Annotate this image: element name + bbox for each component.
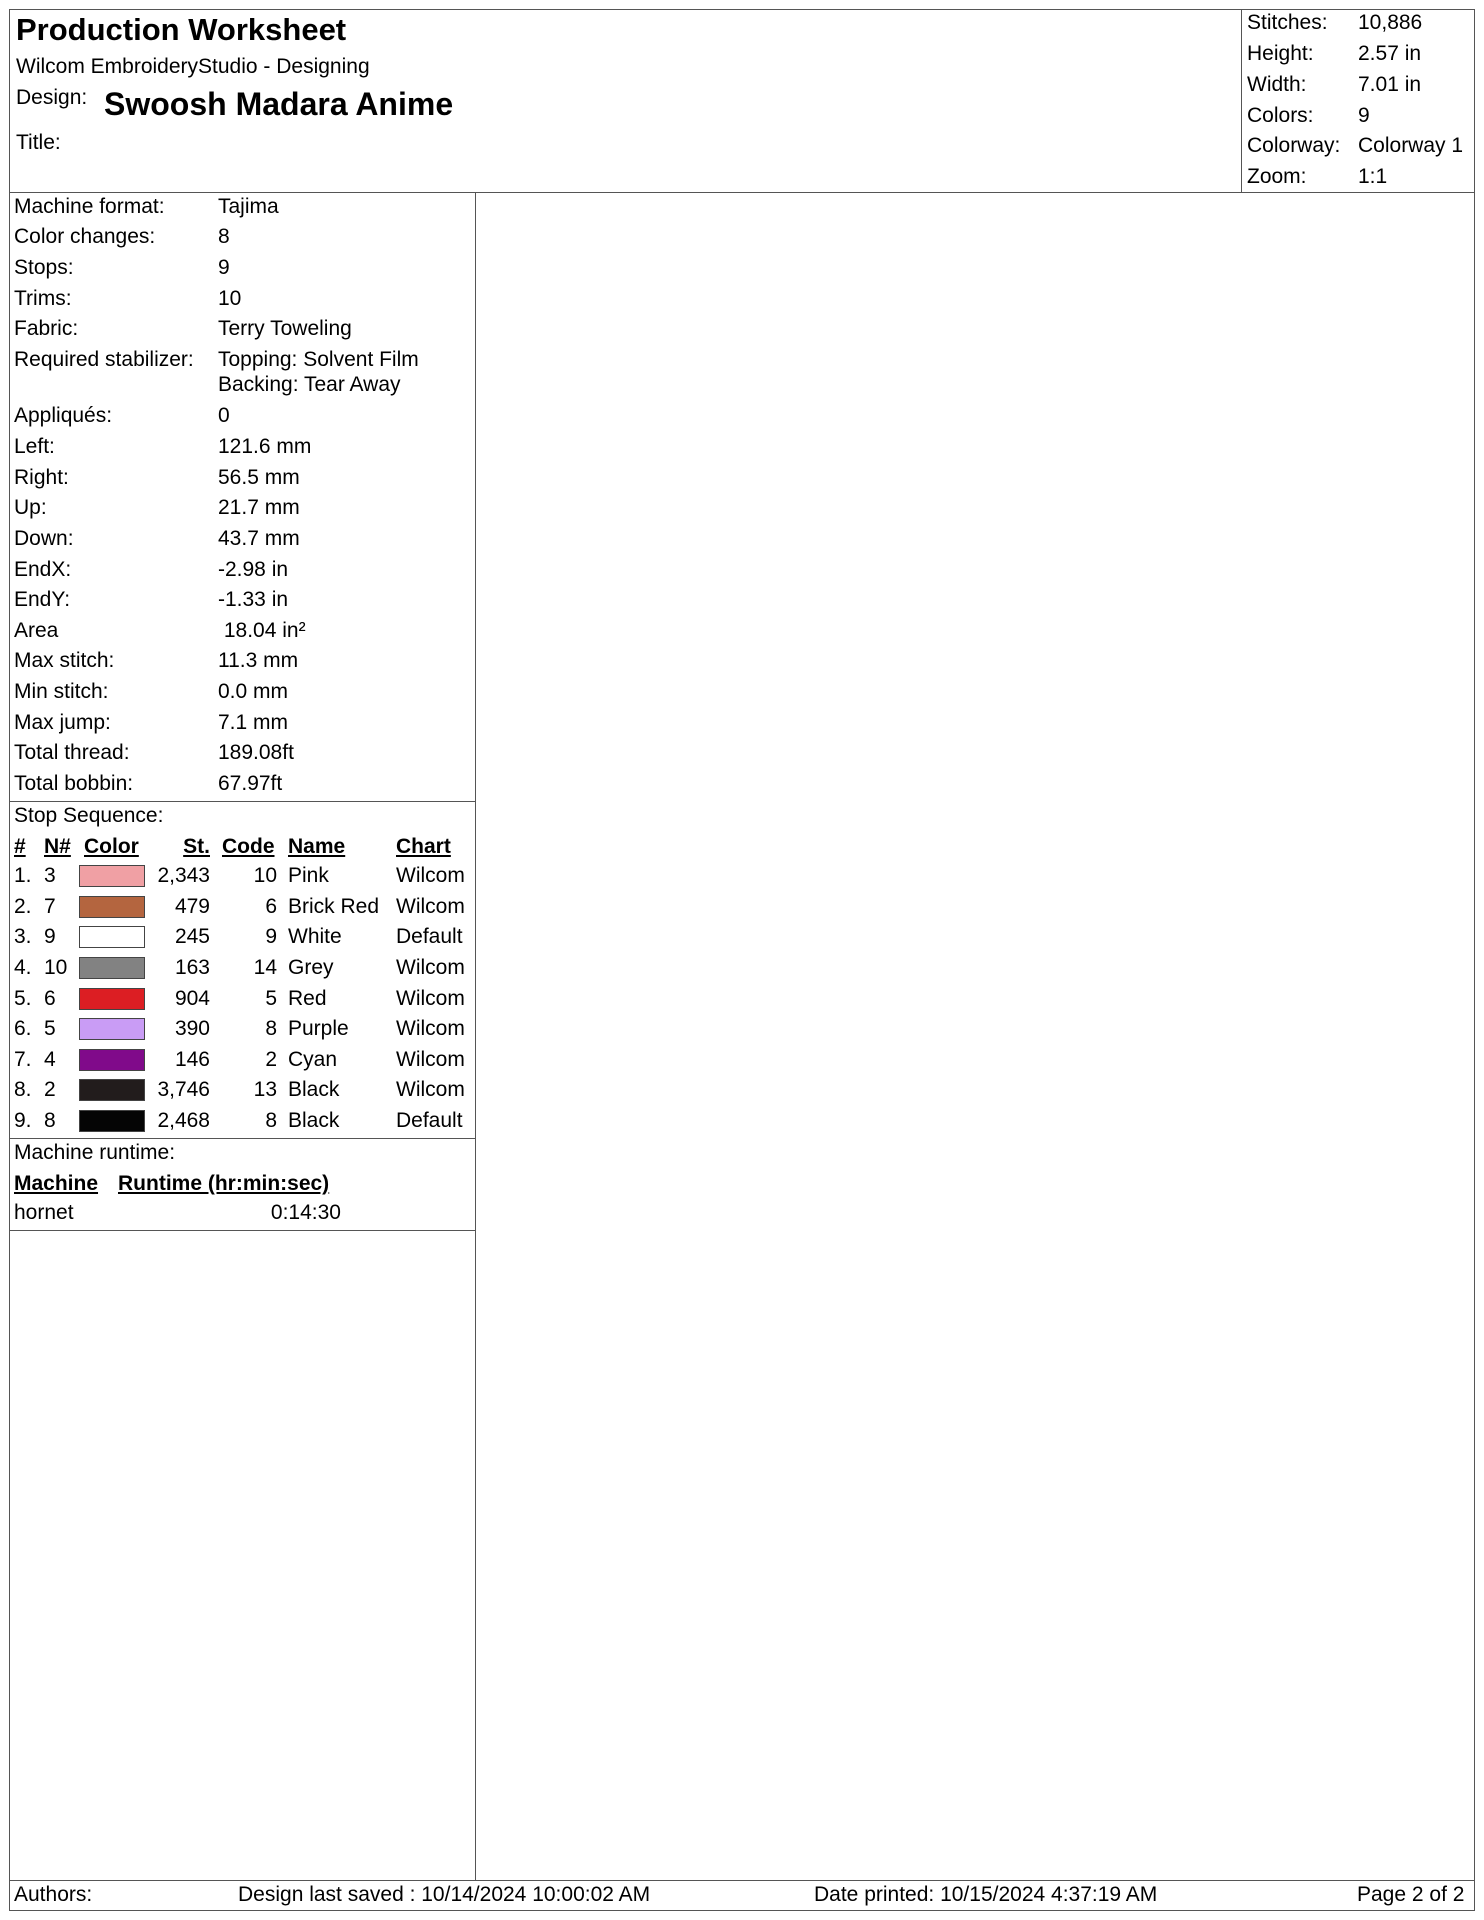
- row-needle: 3: [44, 864, 56, 887]
- detail-label: Machine format:: [14, 195, 165, 218]
- summary-label: Height:: [1247, 42, 1314, 65]
- row-name: Grey: [288, 956, 334, 979]
- col-header-name: Name: [288, 835, 346, 858]
- row-code: 14: [253, 956, 277, 979]
- runtime-machine: hornet: [14, 1201, 74, 1224]
- detail-value-line2: Backing: Tear Away: [218, 373, 401, 396]
- detail-label: Fabric:: [14, 317, 79, 340]
- summary-label: Colors:: [1247, 104, 1314, 127]
- col-header-needle: N#: [44, 835, 71, 858]
- summary-value: 7.01 in: [1358, 73, 1422, 96]
- color-swatch: [79, 1049, 145, 1071]
- header-divider: [9, 192, 1475, 193]
- row-number: 1.: [14, 864, 32, 887]
- summary-value: 9: [1358, 104, 1370, 127]
- row-needle: 9: [44, 925, 56, 948]
- row-needle: 8: [44, 1109, 56, 1132]
- summary-label: Stitches:: [1247, 11, 1328, 34]
- row-needle: 7: [44, 895, 56, 918]
- row-code: 6: [265, 895, 277, 918]
- row-stitches: 2,468: [157, 1109, 210, 1132]
- detail-label: Required stabilizer:: [14, 348, 194, 371]
- row-name: Black: [288, 1078, 340, 1101]
- summary-value: Colorway 1: [1358, 134, 1464, 157]
- row-stitches: 904: [174, 987, 210, 1010]
- detail-value: 9: [218, 256, 230, 279]
- row-code: 8: [265, 1017, 277, 1040]
- row-code: 13: [253, 1078, 277, 1101]
- row-number: 4.: [14, 956, 32, 979]
- detail-value: 21.7 mm: [218, 496, 300, 519]
- title-label: Title:: [16, 131, 61, 154]
- color-swatch: [79, 988, 145, 1010]
- row-number: 9.: [14, 1109, 32, 1132]
- runtime-value: 0:14:30: [270, 1201, 341, 1224]
- col-header-stitches: St.: [183, 835, 210, 858]
- row-chart: Default: [396, 1109, 463, 1132]
- footer-page-number: Page 2 of 2: [1357, 1883, 1465, 1906]
- detail-value: Topping: Solvent Film: [218, 348, 419, 371]
- col-header-chart: Chart: [396, 835, 451, 858]
- runtime-label: Machine runtime:: [14, 1141, 176, 1164]
- row-name: Purple: [288, 1017, 349, 1040]
- summary-label: Zoom:: [1247, 165, 1307, 188]
- row-number: 3.: [14, 925, 32, 948]
- detail-label: Trims:: [14, 287, 72, 310]
- detail-label: Stops:: [14, 256, 74, 279]
- stop-sequence-divider: [9, 1138, 475, 1139]
- row-chart: Wilcom: [396, 987, 465, 1010]
- row-chart: Wilcom: [396, 956, 465, 979]
- col-header-num: #: [14, 835, 26, 858]
- row-number: 8.: [14, 1078, 32, 1101]
- app-name: Wilcom EmbroideryStudio - Designing: [16, 55, 370, 78]
- row-code: 10: [253, 864, 277, 887]
- row-name: Brick Red: [288, 895, 380, 918]
- detail-label: Total bobbin:: [14, 772, 134, 795]
- footer-date-printed: Date printed: 10/15/2024 4:37:19 AM: [814, 1883, 1158, 1906]
- detail-value: 56.5 mm: [218, 466, 300, 489]
- stop-sequence-label: Stop Sequence:: [14, 804, 164, 827]
- row-name: Black: [288, 1109, 340, 1132]
- summary-divider: [1241, 9, 1242, 192]
- row-needle: 2: [44, 1078, 56, 1101]
- row-chart: Wilcom: [396, 1017, 465, 1040]
- row-name: Cyan: [288, 1048, 338, 1071]
- row-code: 5: [265, 987, 277, 1010]
- detail-label: Max stitch:: [14, 649, 115, 672]
- detail-label: Right:: [14, 466, 69, 489]
- row-needle: 6: [44, 987, 56, 1010]
- summary-label: Width:: [1247, 73, 1307, 96]
- detail-value: 43.7 mm: [218, 527, 300, 550]
- row-code: 8: [265, 1109, 277, 1132]
- detail-label: EndX:: [14, 558, 72, 581]
- row-stitches: 146: [174, 1048, 210, 1071]
- summary-value: 1:1: [1358, 165, 1388, 188]
- row-number: 2.: [14, 895, 32, 918]
- row-number: 7.: [14, 1048, 32, 1071]
- detail-label: Total thread:: [14, 741, 130, 764]
- row-code: 2: [265, 1048, 277, 1071]
- row-stitches: 390: [174, 1017, 210, 1040]
- row-code: 9: [265, 925, 277, 948]
- design-label: Design:: [16, 86, 88, 109]
- details-divider: [9, 801, 475, 802]
- footer-authors: Authors:: [14, 1883, 93, 1906]
- row-chart: Wilcom: [396, 1048, 465, 1071]
- detail-value: 67.97ft: [218, 772, 283, 795]
- row-needle: 10: [44, 956, 68, 979]
- detail-value: 11.3 mm: [218, 649, 299, 672]
- summary-label: Colorway:: [1247, 134, 1341, 157]
- detail-label: Up:: [14, 496, 47, 519]
- row-chart: Default: [396, 925, 463, 948]
- detail-value: Tajima: [218, 195, 279, 218]
- detail-value: -1.33 in: [218, 588, 289, 611]
- row-number: 6.: [14, 1017, 32, 1040]
- row-stitches: 245: [174, 925, 210, 948]
- detail-value: 18.04 in²: [218, 619, 306, 642]
- color-swatch: [79, 1079, 145, 1101]
- detail-label: Appliqués:: [14, 404, 113, 427]
- detail-label: Area: [14, 619, 59, 642]
- runtime-divider: [9, 1230, 475, 1231]
- color-swatch: [79, 957, 145, 979]
- col-header-machine: Machine: [14, 1172, 99, 1195]
- detail-label: Max jump:: [14, 711, 111, 734]
- col-header-runtime: Runtime (hr:min:sec): [118, 1172, 330, 1195]
- detail-value: 8: [218, 225, 230, 248]
- row-name: Red: [288, 987, 327, 1010]
- left-panel-divider: [475, 192, 476, 1880]
- detail-label: Down:: [14, 527, 74, 550]
- detail-value: 0.0 mm: [218, 680, 289, 703]
- design-name: Swoosh Madara Anime: [104, 86, 454, 122]
- detail-value: 7.1 mm: [218, 711, 289, 734]
- row-stitches: 163: [174, 956, 210, 979]
- col-header-code: Code: [222, 835, 275, 858]
- summary-value: 2.57 in: [1358, 42, 1422, 65]
- row-name: White: [288, 925, 342, 948]
- detail-label: Left:: [14, 435, 55, 458]
- color-swatch: [79, 1110, 145, 1132]
- page-title: Production Worksheet: [16, 12, 347, 47]
- color-swatch: [79, 896, 145, 918]
- color-swatch: [79, 1018, 145, 1040]
- color-swatch: [79, 926, 145, 948]
- col-header-color: Color: [84, 835, 139, 858]
- summary-value: 10,886: [1358, 11, 1423, 34]
- detail-label: EndY:: [14, 588, 71, 611]
- detail-value: -2.98 in: [218, 558, 289, 581]
- color-swatch: [79, 865, 145, 887]
- detail-value: Terry Toweling: [218, 317, 352, 340]
- row-chart: Wilcom: [396, 864, 465, 887]
- footer-last-saved: Design last saved : 10/14/2024 10:00:02 AM: [238, 1883, 651, 1906]
- row-needle: 5: [44, 1017, 56, 1040]
- row-stitches: 3,746: [157, 1078, 210, 1101]
- detail-value: 0: [218, 404, 230, 427]
- row-name: Pink: [288, 864, 329, 887]
- detail-label: Min stitch:: [14, 680, 109, 703]
- row-stitches: 479: [174, 895, 210, 918]
- row-chart: Wilcom: [396, 895, 465, 918]
- footer-divider: [9, 1880, 1475, 1881]
- detail-value: 10: [218, 287, 242, 310]
- detail-value: 121.6 mm: [218, 435, 312, 458]
- row-number: 5.: [14, 987, 32, 1010]
- row-chart: Wilcom: [396, 1078, 465, 1101]
- row-stitches: 2,343: [157, 864, 210, 887]
- detail-label: Color changes:: [14, 225, 156, 248]
- detail-value: 189.08ft: [218, 741, 294, 764]
- row-needle: 4: [44, 1048, 56, 1071]
